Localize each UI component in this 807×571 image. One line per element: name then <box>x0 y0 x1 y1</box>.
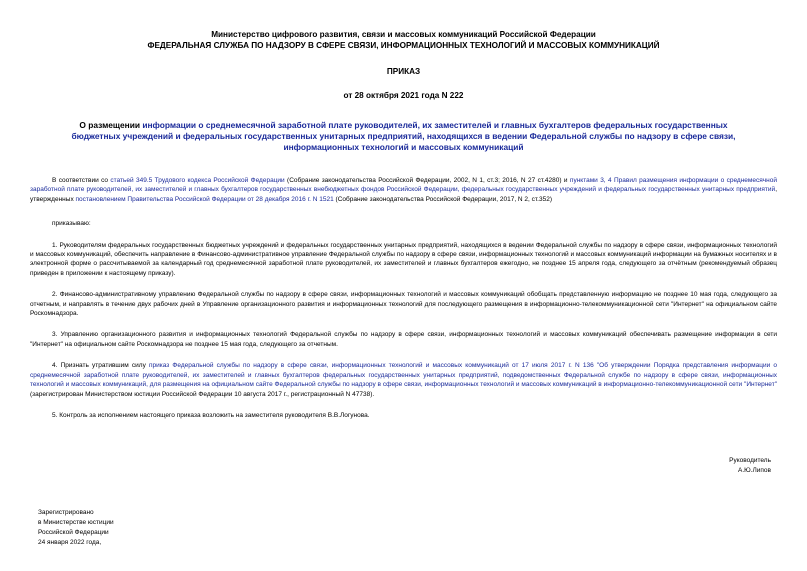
item-4 <box>30 361 777 399</box>
registration-line-2: в Министерстве юстиции <box>38 519 114 526</box>
service-name: ФЕДЕРАЛЬНАЯ СЛУЖБА ПО НАДЗОРУ В СФЕРЕ СВЯЗИ, ИНФОРМАЦИОННЫХ ТЕХНОЛОГИЙ И МАССОВЫХ КОММУНИКАЦИЙ <box>147 40 660 50</box>
document-title <box>30 120 777 153</box>
registration-block <box>38 508 114 548</box>
item-5: 5. Контроль за исполнением настоящего приказа возложить на заместителя руководителя В.В.Логунова. <box>52 411 370 419</box>
preamble-paragraph <box>30 176 777 204</box>
item-4-text-2: (зарегистрирован Министерством юстиции Российской Федерации 10 августа 2017 г., регистрационный N 47738). <box>30 390 375 398</box>
registration-line-3: Российской Федерации <box>38 529 109 536</box>
preamble-text-4: (Собрание законодательства Российской Федерации, 2017, N 2, ст.352) <box>333 195 552 203</box>
item-2: 2. Финансово-административному управлению Федеральной службы по надзору в сфере связи, информационных технологий и массовых коммуникаций обобщать представленную информацию не позднее 10 мая года, следующего за отчетным, и направлять в течение двух рабочих дней в Управление организационного развития и информационных технологий для последующего размещения в информационно-телекоммуникационной сети "Интернет" на официальном сайте Роскомнадзора. <box>30 291 777 318</box>
title-link[interactable]: информации о среднемесячной заработной плате руководителей, их заместителей и главных бухгалтеров федеральных государственных бюджетных учреждений и федеральных государственных унитарных предприятий, находящихся в ведении Федеральной службы по надзору в сфере связи, информационных технологий и массовых коммуникаций <box>71 120 736 152</box>
ministry-name: Министерство цифрового развития, связи и массовых коммуникаций Российской Федерации <box>211 30 596 39</box>
title-prefix: О размещении <box>79 120 143 130</box>
labor-code-link[interactable]: статьей 349.5 Трудового кодекса Российской Федерации <box>110 177 285 184</box>
order-word: приказываю: <box>52 220 91 228</box>
signer-name: А.Ю.Липов <box>738 467 771 474</box>
registration-line-1: Зарегистрировано <box>38 509 94 516</box>
document-date-number: от 28 октября 2021 года N 222 <box>343 90 464 100</box>
preamble-text-1: В соответствии со <box>52 177 111 184</box>
government-decree-link[interactable]: постановлением Правительства Российской Федерации от 28 декабря 2016 г. N 1521 <box>75 195 334 203</box>
repealed-order-link[interactable]: приказ Федеральной службы по надзору в сфере связи, информационных технологий и массовых коммуникаций от 17 июля 2017 г. N 136 "Об утверждении Порядка представления информации о среднемесячной заработной плате руководителей, их заместителей и главных бухгалтеров федеральных государственных унитарных предприятий, подведомственных Федеральной службе по надзору в сфере связи, информационных технологий и массовых коммуникаций, для размещения на официальном сайте Федеральной службы по надзору в сфере связи, информационных технологий и массовых коммуникаций в информационно-телекоммуникационной сети "Интернет" <box>30 362 777 389</box>
preamble-text-2: (Собрание законодательства Российской Федерации, 2002, N 1, ст.3; 2016, N 27 ст.4280) и <box>284 177 570 184</box>
item-1: 1. Руководителям федеральных государственных бюджетных учреждений и федеральных государственных унитарных предприятий, находящихся в ведении Федеральной службы по надзору в сфере связи, информационных технологий и массовых коммуникаций, обеспечить направление в Финансово-административное управление Федеральной службы по надзору в сфере связи, информационных технологий и массовых коммуникаций информации на бумажных носителях и в электронной форме о рассчитываемой за календарный год среднемесячной заработной плате руководителей, их заместителей и главных бухгалтеров ежегодно, не позднее 15 апреля года, следующего за отчётным (рекомендуемый образец приведен в приложении к настоящему приказу). <box>30 241 777 277</box>
document-type: ПРИКАЗ <box>386 67 421 76</box>
signature-block <box>729 456 771 476</box>
registration-line-4: 24 января 2022 года, <box>38 539 102 546</box>
rules-link[interactable]: пунктами 3, 4 Правил размещения информации о среднемесячной заработной плате руководителей, их заместителей и главных бухгалтеров государственных внебюджетных фондов Российской Федерации, федеральных государственных учреждений и федеральных государственных унитарных предприятий <box>30 177 777 194</box>
item-3: 3. Управлению организационного развития и информационных технологий Федеральной службы по надзору в сфере связи, информационных технологий и массовых коммуникаций обеспечивать размещение информации в сети "Интернет" на официальном сайте Роскомнадзора не позднее 15 мая года, следующего за отчетным. <box>30 331 777 348</box>
preamble-text-3: , утвержденных <box>30 186 777 203</box>
signer-position: Руководитель <box>729 457 771 464</box>
item-4-text-1: 4. Признать утратившим силу <box>52 362 149 370</box>
